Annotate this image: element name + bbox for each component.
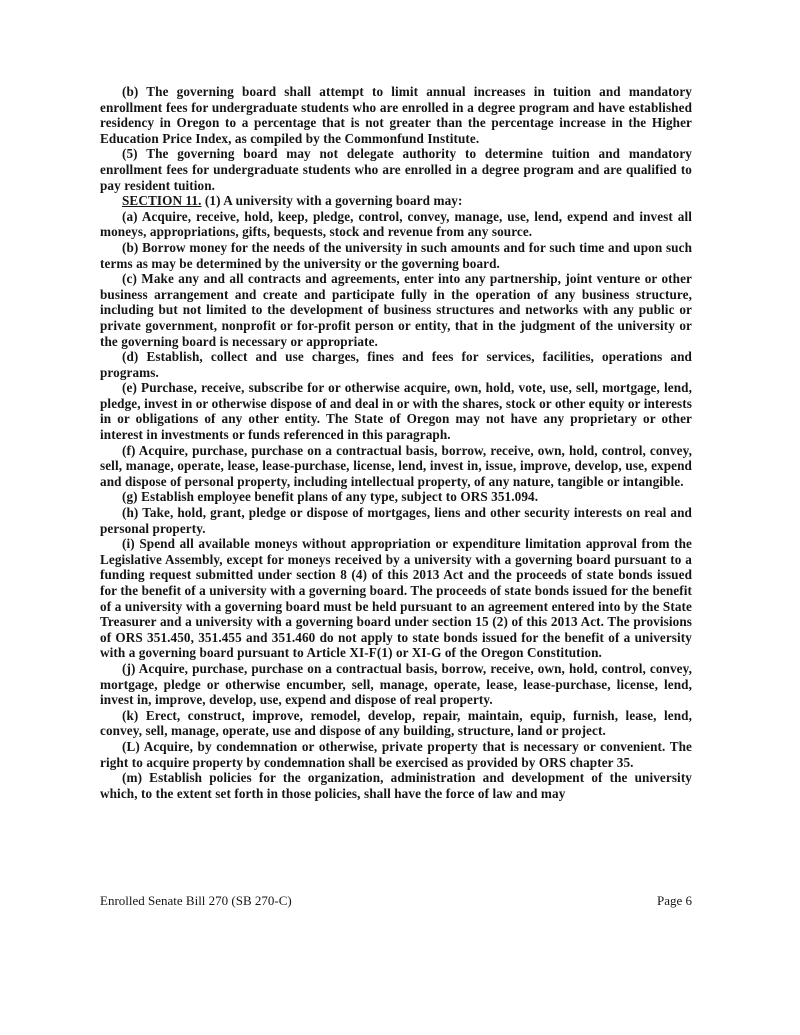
paragraph-item-j: (j) Acquire, purchase, purchase on a contractual basis, borrow, receive, own, hold, control, convey, mortgage, pledge or otherwise encumber, sell, manage, operate, lease, lease-purchase, license, lend, invest in, improve, develop, use, expend and dispose of real property. xyxy=(100,660,692,708)
paragraph-item-h: (h) Take, hold, grant, pledge or dispose of mortgages, liens and other security interests on real and personal property. xyxy=(100,505,692,536)
page-footer xyxy=(100,893,692,909)
document-body xyxy=(100,84,692,801)
paragraph-item-b: (b) Borrow money for the needs of the university in such amounts and for such time and upon such terms as may be determined by the university or the governing board. xyxy=(100,239,692,271)
paragraph-item-m: (m) Establish policies for the organization, administration and development of the university which, to the extent set forth in those policies, shall have the force of law and may xyxy=(100,770,692,801)
paragraph-item-g: (g) Establish employee benefit plans of any type, subject to ORS 351.094. xyxy=(122,489,539,505)
section-11-label: SECTION 11. xyxy=(122,193,202,209)
paragraph-item-e: (e) Purchase, receive, subscribe for or otherwise acquire, own, hold, vote, use, sell, mortgage, lend, pledge, invest in or otherwise dispose of and deal in or with the shares, stock or other equity or interests in or obligations of any other entity. The State of Oregon may not have any proprietary or other interest in investments or funds referenced in this paragraph. xyxy=(100,380,692,443)
footer-page-number: Page 6 xyxy=(656,893,692,908)
section-11-text: (1) A university with a governing board may: xyxy=(201,193,463,209)
paragraph-item-k: (k) Erect, construct, improve, remodel, develop, repair, maintain, equip, furnish, lease, lend, convey, sell, manage, operate, use and dispose of any building, structure, land or project. xyxy=(100,707,692,739)
paragraph-item-c: (c) Make any and all contracts and agreements, enter into any partnership, joint venture or other business arrangement and create and participate fully in the operation of any business structure, including but not limited to the development of business structures and networks with any public or private government, nonprofit or for-profit person or entity, that in the judgment of the university or the governing board is necessary or appropriate. xyxy=(100,271,692,349)
footer-bill-title: Enrolled Senate Bill 270 (SB 270-C) xyxy=(100,893,292,908)
section-11-heading-paragraph xyxy=(100,193,692,209)
paragraph-5-no-delegate: (5) The governing board may not delegate authority to determine tuition and mandatory enrollment fees for undergraduate students who are enrolled in a degree program and are qualified to pay resident tuition. xyxy=(100,146,692,193)
paragraph-item-L: (L) Acquire, by condemnation or otherwise, private property that is necessary or convenient. The right to acquire property by condemnation shall be exercised as provided by ORS chapter 35. xyxy=(100,738,692,770)
paragraph-item-i: (i) Spend all available moneys without appropriation or expenditure limitation approval from the Legislative Assembly, except for moneys received by a university with a governing board pursuant to a funding request submitted under section 8 (4) of this 2013 Act and the proceeds of state bonds issued for the benefit of a university with a governing board. The proceeds of state bonds issued for the benefit of a university with a governing board must be held pursuant to an agreement entered into by the State Treasurer and a university with a governing board under section 15 (2) of this 2013 Act. The provisions of ORS 351.450, 351.455 and 351.460 do not apply to state bonds issued for the benefit of a university with a governing board pursuant to Article XI-F(1) or XI-G of the Oregon Constitution. xyxy=(100,536,692,661)
paragraph-item-f: (f) Acquire, purchase, purchase on a contractual basis, borrow, receive, own, hold, control, convey, sell, manage, operate, lease, lease-purchase, license, lend, invest in, issue, improve, develop, use, expend and dispose of personal property, including intellectual property, of any nature, tangible or intangible. xyxy=(100,442,692,489)
paragraph-b-tuition-limits: (b) The governing board shall attempt to limit annual increases in tuition and mandatory enrollment fees for undergraduate students who are enrolled in a degree program and have established residency in Oregon to a percentage that is not greater than the percentage increase in the Higher Education Price Index, as compiled by the Commonfund Institute. xyxy=(100,84,692,146)
paragraph-item-a: (a) Acquire, receive, hold, keep, pledge, control, convey, manage, use, lend, expend and invest all moneys, appropriations, gifts, bequests, stock and revenue from any source. xyxy=(100,208,692,240)
paragraph-item-d: (d) Establish, collect and use charges, fines and fees for services, facilities, operations and programs. xyxy=(100,349,692,380)
